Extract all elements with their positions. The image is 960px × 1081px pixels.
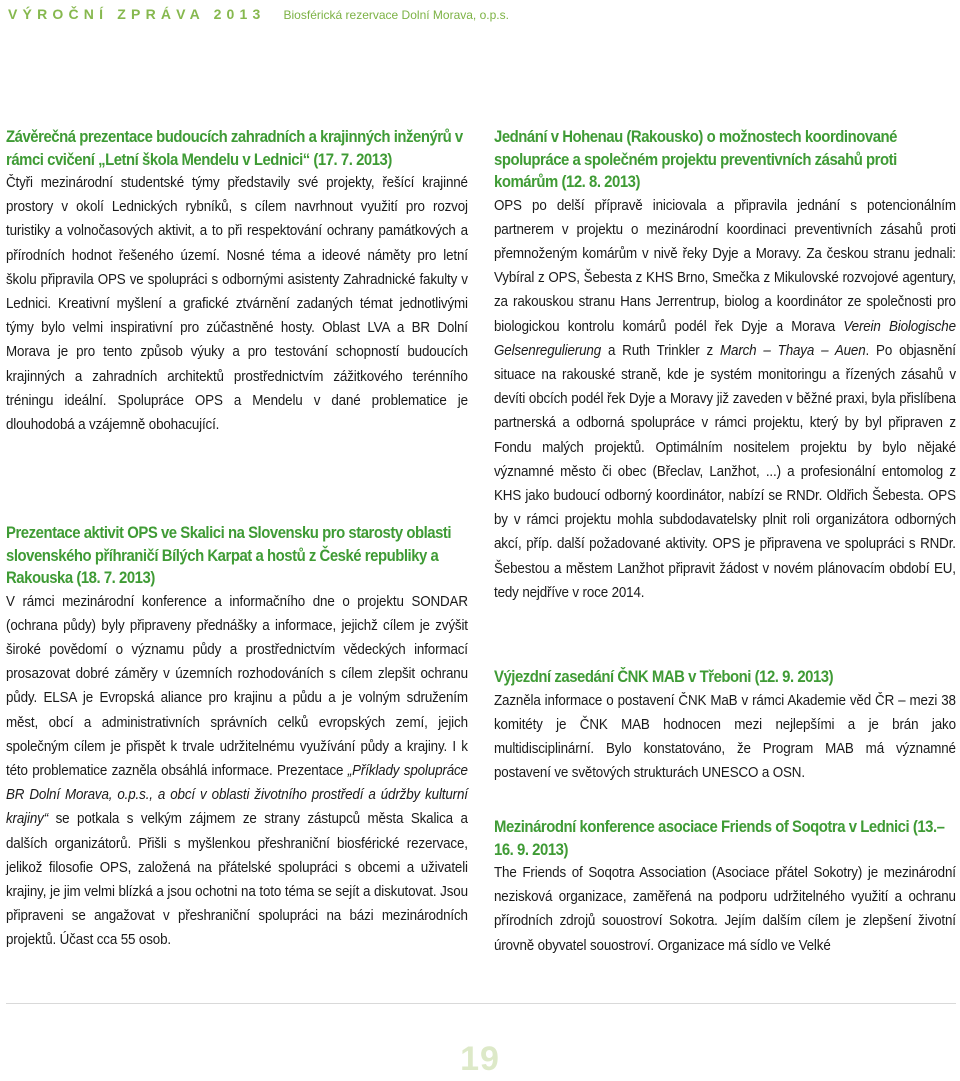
article-body: Čtyři mezinárodní studentské týmy představily své projekty, řešící krajinné prostory v okolí Lednických rybníků, s cílem navrhnout využití pro rozvoj turistiky a volnočasových aktivit, a to při respektování ochrany památkových a přírodních hodnot řešeného území. Nosné téma a ideové náměty pro letní školu připravila OPS ve spolupráci s odbornými asistenty Zahradnické fakulty v Lednici. Kreativní myšlení a grafické ztvárnění zadaných témat jednotlivými týmy bylo velmi inspirativní pro zúčastněné hosty. Oblast LVA a BR Dolní Morava je pro tento způsob výuky a pro testování schopností budoucích krajinných a zahradních architektů prostřednictvím zážitkového terénního tréningu ideální. Spolupráce OPS a Mendelu v dané problematice je dlouhodobá a vzájemně obohacující.: [6, 175, 468, 434]
body-text-part: V rámci mezinárodní konference a informačního dne o projektu SONDAR (ochrana půdy) byly připraveny přednášky a informace, jejichž cílem je zvýšit široké povědomí o významu půdy a prostřednictvím vědeckých informací prosazovat dobré záměry v územních rozhodováních s cílem zlepšit ochranu půdy. ELSA je Evropská aliance pro krajinu a půdu a je volným sdružením měst, obcí a administrativních správních celků evropských zemí, jejich společným cílem je přispět k trvale udržitelnému využívání půdy a krajiny. I k této problematice zazněla obsáhlá informace. Prezentace: [6, 593, 468, 779]
article-body: The Friends of Soqotra Association (Asociace přátel Sokotry) je mezinárodní nezisková organizace, zaměřená na podporu udržitelného využití a ochranu přírodních zdrojů souostroví Sokotra. Jejím dalším cílem je zlepšení životní úrovně obyvatel souostroví. Organizace má sídlo ve Velké: [494, 865, 956, 954]
body-text-part: OPS po delší přípravě iniciovala a připravila jednání s potencionálním partnerem v projektu o mezinárodní koordinaci preventivních zásahů proti přemnoženým komárům v nivě řeky Dyje a Moravy. Za českou stranu jednali: Vybíral z OPS, Šebesta z KHS Brno, Smečka z Mikulovské rozvojové agentury, za rakouskou stranu Hans Jerrentrup, biolog a koordinátor ze společnosti pro biologickou kontrolu komárů podél řek Dyje a Morava: [494, 197, 956, 335]
article-heading: Jednání v Hohenau (Rakousko) o možnostech koordinované spolupráce a společném projektu preventivních zásahů proti komárům (12. 8. 2013): [494, 128, 897, 191]
body-text-part: a Ruth Trinkler z: [601, 342, 721, 359]
article-cnk-mab: [494, 666, 956, 804]
body-text-italic: „Příklady spolupráce BR Dolní Morava, o.p.s., a obcí v oblasti životního prostředí a údržby kulturní krajiny“: [6, 762, 468, 828]
right-column: [494, 126, 956, 958]
article-soqotra: [494, 816, 956, 958]
body-text-italic: Verein Biologische Gelsenregulierung: [494, 318, 956, 359]
article-skalica: [6, 522, 468, 953]
article-hohenau: [494, 126, 956, 658]
footer-divider: [6, 1003, 956, 1004]
article-heading: Závěrečná prezentace budoucích zahradních a krajinných inženýrů v rámci cvičení „Letní škola Mendelu v Lednici“ (17. 7. 2013): [6, 128, 463, 169]
body-text-part: . Po objasnění situace na rakouské straně, kde je systém monitoringu a řízených zásahů v devíti obcích podél řek Dyje a Moravy již zaveden v běžné praxi, byla přislíbena partnerská a odborná spolupráce v rámci projektu, který by byl připraven z Fondu malých projektů. Optimálním nositelem projektu by bylo nějaké významné město či obec (Břeclav, Lanžhot, ...) a profesionální entomolog z KHS jako budoucí odborný koordinátor, nabízí se RNDr. Oldřich Šebesta. OPS by v rámci projektu mohla subdodavatelsky plnit roli organizátora odborných akcí, příp. další požadované aktivity. OPS je připravena ve spolupráci s RNDr. Šebestou a městem Lanžhot připravit žádost v novém plánovacím období EU, tedy nejdříve v roce 2014.: [494, 342, 956, 601]
report-title: VÝROČNÍ ZPRÁVA 2013: [8, 6, 266, 22]
article-letni-skola: [6, 126, 468, 506]
body-text-italic: March – Thaya – Auen: [720, 342, 866, 359]
article-body: Zazněla informace o postavení ČNK MaB v rámci Akademie věd ČR – mezi 38 komitéty je ČNK MAB hodnocen mezi nejlepšími a je brán jako multidisciplinární. Bylo konstatováno, že Program MAB má významné postavení ve světových strukturách UNESCO a OSN.: [494, 692, 956, 782]
article-body: [6, 590, 468, 953]
article-heading: Prezentace aktivit OPS ve Skalici na Slovensku pro starosty oblasti slovenského příhraničí Bílých Karpat a hostů z České republiky a Rakouska (18. 7. 2013): [6, 524, 452, 587]
body-text-part: se potkala s velkým zájmem ze strany zástupců města Skalica a dalších organizátorů. Přišli s myšlenkou přeshraniční biosférické rezervace, jelikož filosofie OPS, založená na přátelské spolupráci s obcemi a uživateli krajiny, je jim velmi blízká a jsou ochotni na toto téma se sejít a diskutovat. Jsou připraveni se angažovat v přeshraniční spolupráci na bázi mezinárodních projektů. Účast cca 55 osob.: [6, 811, 468, 949]
article-heading: Mezinárodní konference asociace Friends of Soqotra v Lednici (13.–16. 9. 2013): [494, 818, 945, 859]
page-number: 19: [460, 1040, 500, 1078]
running-header: [8, 6, 509, 26]
organization-name: Biosférická rezervace Dolní Morava, o.p.s.: [283, 8, 509, 22]
left-column: [6, 126, 468, 953]
article-heading: Výjezdní zasedání ČNK MAB v Třeboni (12. 9. 2013): [494, 668, 834, 686]
article-body: [494, 194, 956, 605]
